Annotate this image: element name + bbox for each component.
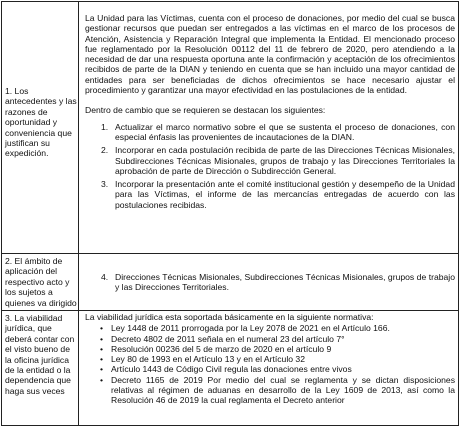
bullet-icon: •: [99, 333, 103, 344]
bullet-item: [85, 323, 455, 333]
list-item: [101, 179, 455, 210]
bullet-icon: •: [99, 354, 103, 365]
list-number: 1.: [101, 121, 109, 132]
bullet-item: [85, 344, 455, 354]
list-item: [101, 145, 455, 176]
list-text: Direcciones Técnicas Misionales, Subdirecciones Técnicas Misionales, grupos de trabajo y las Direcciones Territoriales.: [115, 272, 455, 293]
bullet-icon: •: [99, 364, 103, 375]
row-2-label: 2. El ámbito de aplicación del respectivo acto y los sujetos a quienes va dirigido: [5, 256, 77, 308]
bullet-item: [85, 375, 455, 406]
bullet-text: Decreto 4802 de 2011 señala en el numeral 23 del artículo 7°: [111, 333, 345, 344]
row-1-content: [85, 13, 455, 210]
bullet-text: Resolución 00236 del 5 de marzo de 2020 en el artículo 9: [111, 343, 332, 354]
bullet-text: Artículo 1443 de Código Civil regula las donaciones entre vivos: [111, 364, 352, 375]
row-1-changes-intro: Dentro de cambio que se requieren se destacan los siguientes:: [85, 105, 326, 116]
row-3-label: 3. La viabilidad jurídica, que deberá contar con el visto bueno de la oficina jurídica de la entidad o la dependencia que haga sus veces: [5, 313, 75, 396]
row-divider: [2, 253, 458, 254]
bullet-icon: •: [99, 343, 103, 354]
row-3-content: [85, 312, 455, 406]
column-divider: [78, 2, 79, 425]
bullet-text: Ley 80 de 1993 en el Artículo 13 y en el Artículo 32: [111, 354, 305, 365]
bullet-text: Ley 1448 de 2011 prorrogada por la Ley 2078 de 2021 en el Artículo 166.: [111, 323, 390, 334]
list-item: [101, 272, 455, 293]
list-text: Actualizar el marco normativo sobre el que se sustenta el proceso de donaciones, con especial énfasis las provenientes de incautaciones de la DIAN.: [115, 121, 455, 142]
document-table: [1, 1, 459, 426]
bullet-icon: •: [99, 323, 103, 334]
row-1-intro: La Unidad para las Víctimas, cuenta con el proceso de donaciones, por medio del cual se busca gestionar recursos que puedan ser entregados a las víctimas en el marco de los procesos de Atención, Asistencia y Reparación Integral que implementa la Entidad. El mencionado proceso fue reglamentado por la Resolución 00112 del 11 de febrero de 2020, pero atendiendo a la necesidad de dar una respuesta oportuna ante la confirmación y aceptación de los ofrecimientos recibidos de parte de la DIAN y teniendo en cuenta que se han incluido una mayor cantidad de entidades para ser beneficiadas de dichos ofrecimientos se hace necesario ajustar el procedimiento y garantizar una mayor efectividad en las postulaciones de la entidad.: [85, 13, 455, 96]
list-text: Incorporar en cada postulación recibida de parte de las Direcciones Técnicas Misionales, Subdirecciones Técnicas Misionales, grupos de trabajo y las Direcciones Territoriales la aprobación de parte de Dirección o Subdirección General.: [115, 145, 455, 176]
bullet-text: Decreto 1165 de 2019 Por medio del cual se reglamenta y se dictan disposiciones relativas al régimen de aduanas en desarrollo de la Ley 1609 de 2013, así como la Resolución 46 de 2019 la cual reglamenta el Decreto anterior: [111, 374, 455, 406]
list-text: Incorporar la presentación ante el comité institucional gestión y desempeño de la Unidad para las Víctimas, el informe de las mercancías entregadas de acuerdo con las postulaciones recibidas.: [115, 179, 455, 210]
row-1-list: [85, 122, 455, 210]
list-number: 4.: [101, 272, 109, 282]
list-number: 3.: [101, 179, 109, 190]
row-2-content: [85, 272, 455, 293]
row-3-intro: La viabilidad jurídica esta soportada básicamente en la siguiente normativa:: [85, 312, 374, 322]
row-divider: [2, 310, 458, 311]
bullet-item: [85, 354, 455, 364]
list-number: 2.: [101, 145, 109, 156]
row-1-label: 1. Los antecedentes y las razones de oportunidad y conveniencia que justifican su expedición.: [5, 86, 77, 159]
bullet-item: [85, 334, 455, 344]
bullet-item: [85, 364, 455, 374]
bullet-icon: •: [99, 374, 103, 385]
list-item: [101, 122, 455, 143]
